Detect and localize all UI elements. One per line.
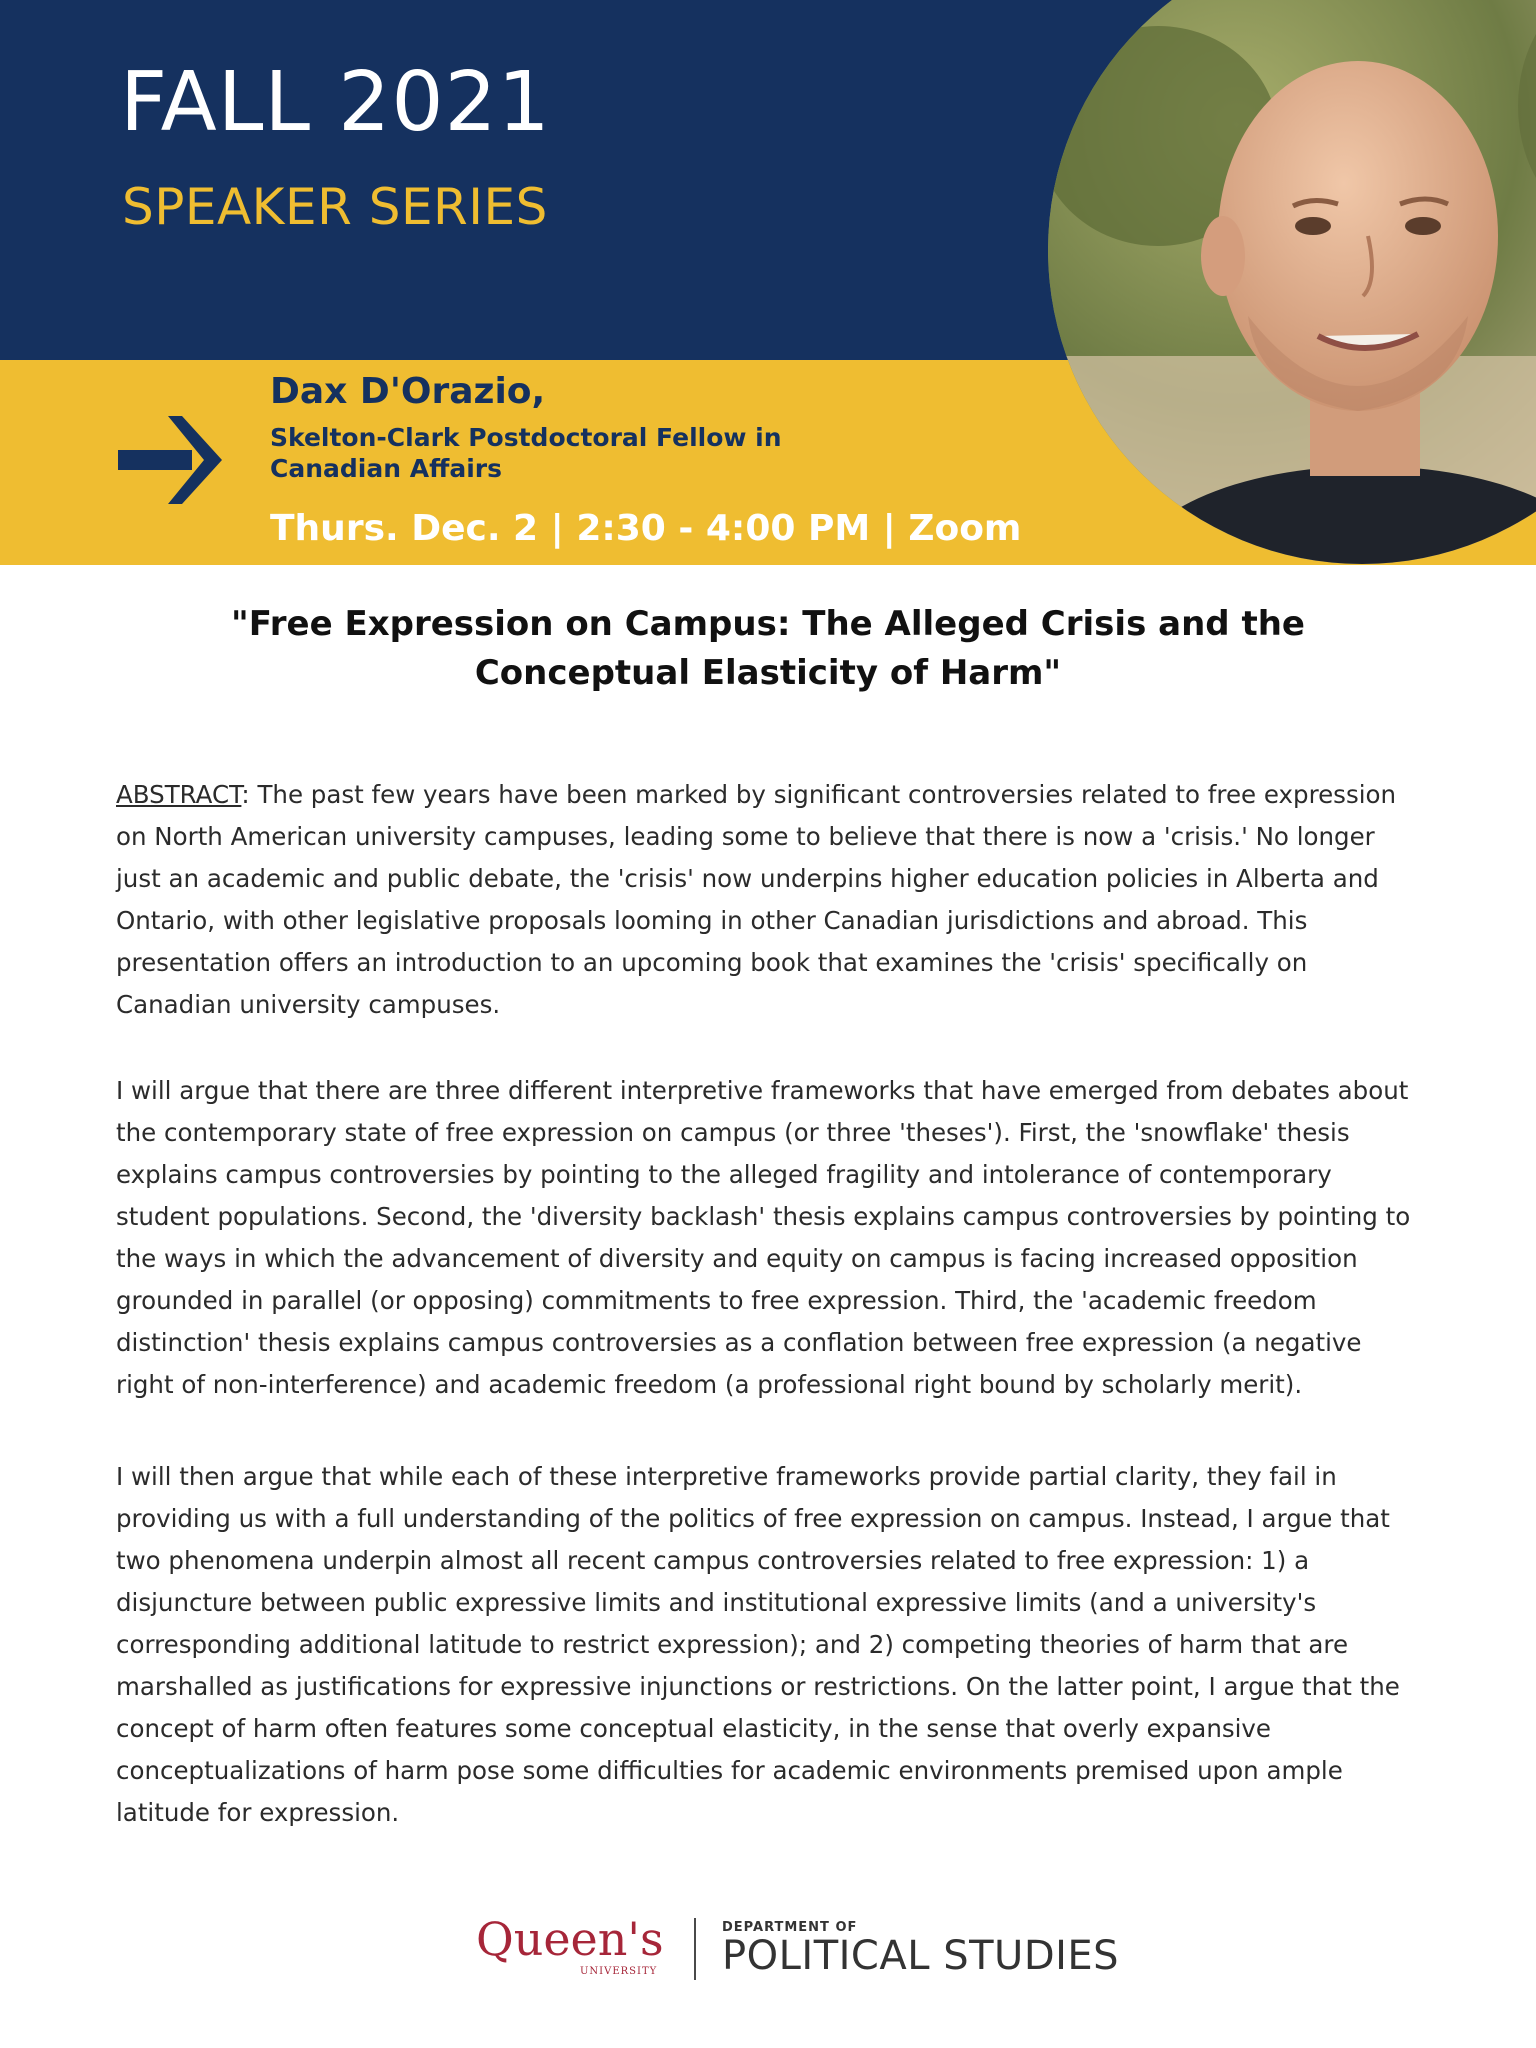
event-details: Thurs. Dec. 2 | 2:30 - 4:00 PM | Zoom: [270, 508, 1022, 549]
arrow-right-icon: [118, 412, 224, 508]
talk-title: "Free Expression on Campus: The Alleged Crisis and the Conceptual Elasticity of Harm": [230, 604, 1305, 693]
department-name: POLITICAL STUDIES: [722, 1933, 1120, 1979]
series-name: SPEAKER SERIES: [122, 178, 548, 236]
queens-logo: Queen's: [476, 1912, 664, 1966]
footer-divider: [694, 1918, 696, 1980]
department-prefix: DEPARTMENT OF: [722, 1920, 858, 1935]
abstract-label: ABSTRACT: [116, 780, 242, 809]
speaker-name: Dax D'Orazio,: [270, 371, 546, 412]
speaker-title: Skelton-Clark Postdoctoral Fellow in Canadian Affairs: [270, 423, 782, 484]
abstract-paragraph-3: I will then argue that while each of these interpretive frameworks provide partial clarity, they fail in providing us with a full understanding of the politics of free expression on campus. Instead, I argue that two phenomena underpin almost all recent campus controversies related to free expression: 1) a disjuncture between public expressive limits and institutional expressive limits (and a university's corresponding additional latitude to restrict expression); and 2) competing theories of harm that are marshalled as justifications for expressive injunctions or restrictions. On the latter point, I argue that the concept of harm often features some conceptual elasticity, in the sense that overly expansive conceptualizations of harm pose some difficulties for academic environments premised upon ample latitude for expression.: [116, 1462, 1400, 1827]
abstract-text-1: : The past few years have been marked by significant controversies related to free expression on North American university campuses, leading some to believe that there is now a 'crisis.' No longer just an academic and public debate, the 'crisis' now underpins higher education policies in Alberta and Ontario, with other legislative proposals looming in other Canadian jurisdictions and abroad. This presentation offers an introduction to an upcoming book that examines the 'crisis' specifically on Canadian university campuses.: [116, 780, 1397, 1019]
queens-logo-subtext: UNIVERSITY: [580, 1966, 658, 1977]
series-year: FALL 2021: [120, 55, 551, 150]
abstract-paragraph-2: I will argue that there are three different interpretive frameworks that have emerged from debates about the contemporary state of free expression on campus (or three 'theses'). First, the 'snowflake' thesis explains campus controversies by pointing to the alleged fragility and intolerance of contemporary student populations. Second, the 'diversity backlash' thesis explains campus controversies by pointing to the ways in which the advancement of diversity and equity on campus is facing increased opposition grounded in parallel (or opposing) commitments to free expression. Third, the 'academic freedom distinction' thesis explains campus controversies as a conflation between free expression (a negative right of non-interference) and academic freedom (a professional right bound by scholarly merit).: [116, 1076, 1411, 1399]
abstract-paragraph-1: [116, 774, 1426, 1026]
